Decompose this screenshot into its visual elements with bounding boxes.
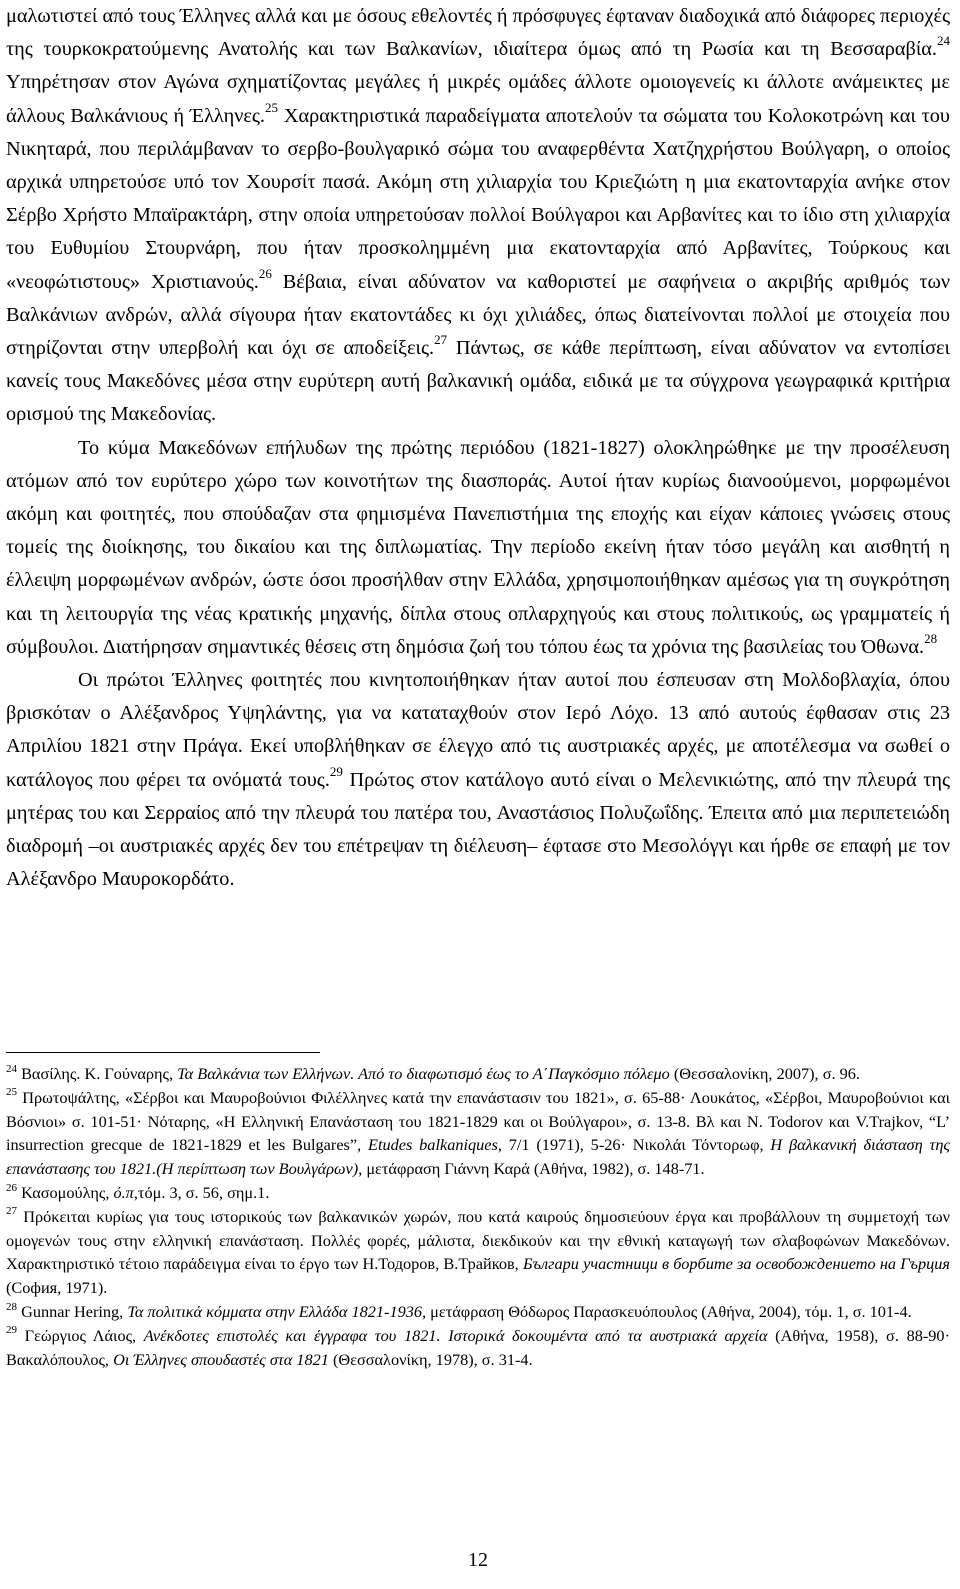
text-run: Πρωτοψάλτης, «Σέρβοι και Μαυροβούνιοι Φιλέλληνες κατά την επανάστασιν του 1821», σ. 65-88· Λουκάτος, «Σέρβοι, Μαυροβούνιοι και Βόσνιοι» σ. 101-51· Νόταρης, «Η Ελληνική Επανάσταση του 1821-1829 και οι Βούλγαροι», σ. 13-8. Βλ και N. Todorov και V.Trajkov, “L’ insurrection grecque de 1821-1829 et les Bulgares”, <box>6 1087 950 1155</box>
text-run: (Θεσσαλονίκη, 1978), σ. 31-4. <box>328 1349 533 1369</box>
text-run: (Θεσσαλονίκη, 2007), σ. 96. <box>669 1064 860 1083</box>
footnote-separator <box>6 1052 320 1053</box>
italic-title: Τα Βαλκάνια των Ελλήνων. Από το διαφωτισμό έως το Α΄Παγκόσμιο πόλεμο <box>177 1064 670 1083</box>
footnote-ref: 26 <box>258 265 272 281</box>
text-run: , μετάφραση Γιάννη Καρά (Αθήνα, 1982), σ. 148-71. <box>358 1159 705 1179</box>
text-run: (София, 1971). <box>6 1278 108 1298</box>
italic-title: Etudes balkaniques <box>368 1135 498 1155</box>
text-run: Πρώτος στον κατάλογο αυτό είναι ο Μελενικιώτης, από την πλευρά της μητέρας του και Σερραίος από την πλευρά του πατέρα του, Αναστάσιος Πολυζωΐδης. Έπειτα από μια περιπετειώδη διαδρομή –οι αυστριακές αρχές δεν του επέτρεψαν τη διέλευση– έφτασε στο Μεσολόγγι και ήρθε σε επαφή με τον Αλέξανδρο Μαυροκορδάτο. <box>6 768 951 891</box>
footnote-ref: 28 <box>924 631 938 647</box>
footnote-ref: 25 <box>6 1086 17 1099</box>
footnote-ref: 27 <box>6 1205 17 1218</box>
footnote <box>6 1324 950 1372</box>
text-run: Βέβαια, είναι αδύνατον να καθοριστεί με σαφήνεια ο ακριβής αριθμός των Βαλκάνιων ανδρών, αλλά σίγουρα ήταν εκατοντάδες κι όχι χιλιάδες, όπως διατείνονται πολλοί με στοιχεία που στηρίζονται στην υπερβολή και όχι σε αποδείξεις. <box>6 270 950 360</box>
text-run: Κασομούλης, <box>17 1182 114 1202</box>
document-page <box>6 0 950 1589</box>
text-run: μετάφραση Θόδωρος Παρασκευόπουλος (Αθήνα, 2004), τόμ. 1, σ. 101-4. <box>426 1301 912 1321</box>
footnote-ref: 24 <box>937 33 950 49</box>
text-run: Βασίλης. Κ. Γούναρης, <box>17 1064 178 1083</box>
footnote-ref: 29 <box>329 763 343 779</box>
text-run: Γεώργιος Λάιος, <box>17 1325 144 1345</box>
page-number: 12 <box>468 1549 488 1571</box>
text-run: , 7/1 (1971), 5-26· Νικολάι Τόντορωφ, <box>497 1135 771 1155</box>
footnote-ref: 27 <box>434 332 448 348</box>
footnote-ref: 24 <box>6 1062 17 1075</box>
italic-title: Η βαλκανική διάσταση της επανάστασης του 1821.(Η περίπτωση των Βουλγάρων) <box>6 1135 951 1179</box>
text-run: Πρόκειται κυρίως για τους ιστορικούς των βαλκανικών χωρών, που κατά καιρούς δημοσιεύουν έργα και προβάλλουν τη συμμετοχή των ομογενών τους στην ελληνική επανάσταση. Πολλές φορές, μάλιστα, διεκδικούν και την εθνική καταγωγή των σλαβοφώνων Μακεδόνων. Χαρακτηριστικό τέτοιο παράδειγμα είναι το έργο των Η.Тодоров, В.Трайков, <box>6 1206 950 1274</box>
paragraph <box>6 432 950 664</box>
footnote-ref: 26 <box>6 1181 17 1194</box>
footnote-ref: 25 <box>264 99 278 115</box>
text-run: Χαρακτηριστικά παραδείγματα αποτελούν τα σώματα του Κολοκοτρώνη και του Νικηταρά, που περιλάμβαναν το σερβο-βουλγαρικό σώμα του αναφερθέντα Χατζηχρήστου Βούλγαρη, ο οποίος αρχικά υπηρετούσε υπό τον Χουρσίτ πασά. Ακόμη στη χιλιαρχία του Κριεζιώτη η μια εκατονταρχία ανήκε στον Σέρβο Χρήστο Μπαϊρακτάρη, στην οποία υπηρετούσαν πολλοί Βούλγαροι και Αρβανίτες και το ίδιο στη χιλιαρχία του Ευθυμίου Στουρνάρη, που ήταν προσκολημμένη μια εκατονταρχία από Αρβανίτες, Τούρκους και «νεοφώτιστους» Χριστιανούς. <box>6 104 950 293</box>
paragraph <box>6 0 950 432</box>
italic-title: Ανέκδοτες επιστολές και έγγραφα του 1821. Ιστορικά δοκουμέντα από τα αυστριακά αρχεία <box>143 1325 768 1345</box>
text-run: Οι πρώτοι Έλληνες φοιτητές που κινητοποιήθηκαν ήταν αυτοί που έσπευσαν στη Μολδοβλαχία, όπου βρισκόταν ο Αλέξανδρος Υψηλάντης, για να καταταχθούν στον Ιερό Λόχο. 13 από αυτούς έφθασαν στις 23 Απριλίου 1821 στην Πράγα. Εκεί υποβλήθηκαν σε έλεγχο από τις αυστριακές αρχές, με αποτέλεσμα να σωθεί ο κατάλογος που φέρει τα ονόματά τους. <box>6 669 950 791</box>
text-run: Υπηρέτησαν στον Αγώνα σχηματίζοντας μεγάλες ή μικρές ομάδες άλλοτε ομοιογενείς κι άλλοτε ανάμεικτες με άλλους Βαλκάνιους ή Έλληνες. <box>6 71 950 127</box>
footnote <box>6 1086 950 1181</box>
italic-title: Οι Έλληνες σπουδαστές στα 1821 <box>113 1349 329 1369</box>
text-run: Gunnar Hering, <box>17 1301 128 1321</box>
main-text <box>6 0 950 896</box>
footnote <box>6 1181 950 1205</box>
footnotes <box>6 1062 950 1371</box>
footnote <box>6 1062 950 1086</box>
italic-title: Българи участници в борбите за освобождението на Гърция <box>522 1254 950 1274</box>
italic-title: ό.π <box>113 1182 134 1202</box>
italic-title: Τα πολιτικά κόμματα στην Ελλάδα 1821-1936, <box>127 1301 427 1321</box>
text-run: μαλωτιστεί από τους Έλληνες αλλά και με όσους εθελοντές ή πρόσφυγες έφταναν διαδοχικά από διάφορες περιοχές της τουρκοκρατούμενης Ανατολής και των Βαλκανίων, ιδιαίτερα όμως από τη Ρωσία και τη Βεσσαραβία. <box>6 5 950 61</box>
text-run: ,τόμ. 3, σ. 56, σημ.1. <box>133 1182 270 1202</box>
text-run: Το κύμα Μακεδόνων επήλυδων της πρώτης περιόδου (1821-1827) ολοκληρώθηκε με την προσέλευση ατόμων από τον ευρύτερο χώρο των κοινοτήτων της διασποράς. Αυτοί ήταν κυρίως διανοούμενοι, μορφωμένοι ακόμη και φοιτητές, που σπούδαζαν στα φημισμένα Πανεπιστήμια της εποχής και είχαν κάποιες γνώσεις στους τομείς της διοίκησης, του δικαίου και της διπλωματίας. Την περίοδο εκείνη ήταν τόσο μεγάλη και αισθητή η έλλειψη μορφωμένων ανδρών, ώστε όσοι προσήλθαν στην Ελλάδα, χρησιμοποιήθηκαν αμέσως για τη συγκρότηση και τη λειτουργία της νέας κρατικής μηχανής, δίπλα στους οπλαρχηγούς και στους πολιτικούς, ως γραμματείς ή σύμβουλοι. Διατήρησαν σημαντικές θέσεις στη δημόσια ζωή του τόπου έως τα χρόνια της βασιλείας του Όθωνα. <box>6 436 950 658</box>
text-run: (Αθήνα, 1958), σ. 88-90· Βακαλόπουλος, <box>6 1325 950 1369</box>
footnote-ref: 29 <box>6 1324 17 1337</box>
footnote-ref: 28 <box>6 1300 17 1313</box>
text-run: Πάντως, σε κάθε περίπτωση, είναι αδύνατον να εντοπίσει κανείς τους Μακεδόνες μέσα στην ευρύτερη αυτή βαλκανική ομάδα, ειδικά με τα σύγχρονα γεωγραφικά κριτήρια ορισμού της Μακεδονίας. <box>6 337 950 426</box>
paragraph <box>6 664 950 896</box>
footnote <box>6 1300 950 1324</box>
footnote <box>6 1205 950 1300</box>
